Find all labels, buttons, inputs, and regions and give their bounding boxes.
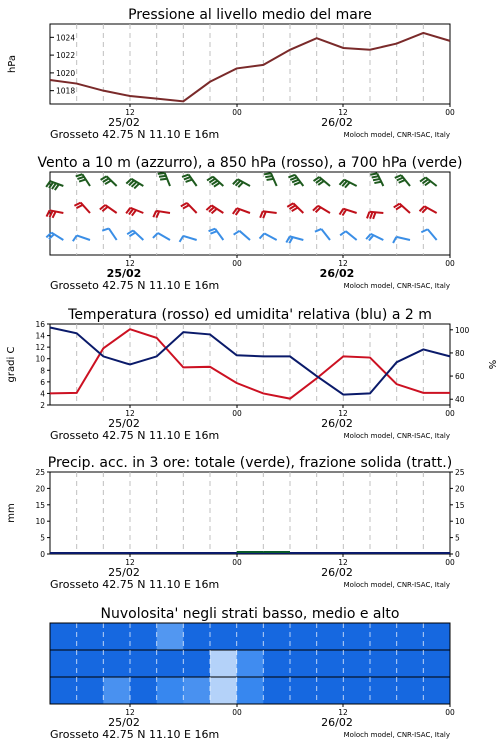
y-tick-label: 1022 bbox=[56, 51, 76, 61]
y-tick-label-right: 40 bbox=[455, 395, 465, 405]
cloud-cell bbox=[290, 650, 317, 678]
wind-barb-700 bbox=[158, 173, 170, 186]
barb-flag bbox=[294, 182, 300, 185]
cloud-cell bbox=[263, 677, 290, 705]
cloud-cell bbox=[397, 650, 424, 678]
cloud-cell bbox=[237, 677, 264, 705]
barb-flag bbox=[234, 231, 240, 235]
panel-title: Vento a 10 m (azzurro), a 850 hPa (rosso), a 700 hPa (verde) bbox=[37, 155, 463, 171]
y-tick-label: 14 bbox=[35, 331, 45, 341]
cloud-cell bbox=[370, 623, 397, 651]
cloud-cell bbox=[50, 623, 77, 651]
wind-barb-700 bbox=[126, 179, 143, 189]
wind-barb-700 bbox=[314, 177, 330, 186]
panel-title: Pressione al livello medio del mare bbox=[128, 7, 372, 23]
panel-title: Nuvolosita' negli strati basso, medio e alto bbox=[100, 606, 400, 622]
barb-flag bbox=[210, 231, 217, 234]
cloud-cell bbox=[343, 677, 370, 705]
barb-shaft bbox=[183, 236, 196, 240]
cloud-cell bbox=[157, 677, 184, 705]
x-tick-label: 00 bbox=[232, 108, 242, 117]
barb-shaft bbox=[346, 231, 357, 240]
wind-barb-850 bbox=[340, 209, 357, 216]
model-credit: Moloch model, CNR-ISAC, Italy bbox=[343, 282, 450, 290]
x-tick-label: 00 bbox=[445, 558, 455, 567]
barb-flag bbox=[186, 180, 193, 182]
cloud-cell bbox=[130, 677, 157, 705]
y-tick-label: 16 bbox=[35, 320, 45, 329]
barb-flag bbox=[373, 179, 380, 180]
barb-flag bbox=[158, 173, 165, 174]
barb-flag bbox=[370, 212, 372, 219]
y-tick-label: 10 bbox=[35, 354, 45, 364]
wind-barb-10m bbox=[234, 231, 250, 240]
x-tick-label: 12 bbox=[338, 259, 348, 268]
date-label: 25/02 bbox=[108, 417, 140, 430]
y-axis-label: hPa bbox=[7, 54, 18, 74]
barb-flag bbox=[184, 177, 191, 179]
model-credit: Moloch model, CNR-ISAC, Italy bbox=[343, 731, 450, 739]
barb-flag bbox=[79, 179, 86, 181]
cloud-cell bbox=[183, 677, 210, 705]
y-tick-label: 1020 bbox=[56, 68, 76, 78]
location-line: Grosseto 42.75 N 11.10 E 16m bbox=[50, 429, 220, 442]
cloud-cell bbox=[77, 650, 104, 678]
barb-flag bbox=[393, 237, 396, 243]
cloud-cell bbox=[423, 677, 450, 705]
x-tick-label: 12 bbox=[338, 108, 348, 117]
wind-barb-850 bbox=[233, 208, 250, 215]
plot-frame bbox=[50, 172, 450, 255]
y-tick-label: 2 bbox=[40, 401, 45, 410]
cloud-cell bbox=[157, 650, 184, 678]
barb-flag bbox=[399, 180, 405, 183]
x-tick-label: 00 bbox=[445, 259, 455, 268]
location-line: Grosseto 42.75 N 11.10 E 16m bbox=[50, 728, 220, 741]
date-label: 25/02 bbox=[106, 267, 142, 280]
plot-frame bbox=[50, 324, 450, 405]
barb-flag bbox=[288, 175, 294, 178]
wind-barb-850 bbox=[47, 210, 64, 217]
barb-flag bbox=[160, 179, 167, 180]
barb-flag bbox=[421, 229, 427, 232]
wind-barb-10m bbox=[366, 234, 383, 241]
barb-flag bbox=[340, 231, 346, 235]
x-tick-label: 00 bbox=[445, 108, 455, 117]
wind-barb-700 bbox=[288, 175, 303, 186]
cloud-cell bbox=[317, 650, 344, 678]
cloud-cell bbox=[210, 623, 237, 651]
barb-flag bbox=[315, 229, 321, 232]
wind-barb-10m bbox=[180, 236, 197, 242]
y-tick-label: 6 bbox=[40, 377, 45, 387]
model-credit: Moloch model, CNR-ISAC, Italy bbox=[343, 131, 450, 139]
cloud-cell bbox=[103, 677, 130, 705]
x-tick-label: 00 bbox=[232, 708, 242, 717]
y-tick-label: 5 bbox=[40, 533, 45, 543]
wind-barb-700 bbox=[207, 177, 223, 187]
model-credit: Moloch model, CNR-ISAC, Italy bbox=[343, 432, 450, 440]
y-tick-label-right: 100 bbox=[455, 325, 470, 335]
wind-barb-850 bbox=[313, 206, 330, 213]
cloud-cell bbox=[157, 623, 184, 651]
barb-shaft bbox=[158, 233, 170, 240]
barb-flag bbox=[290, 177, 296, 180]
x-tick-label: 12 bbox=[125, 259, 135, 268]
y-tick-label-right: 20 bbox=[455, 484, 465, 494]
barb-shaft bbox=[428, 229, 437, 240]
cloud-cell bbox=[77, 623, 104, 651]
y-tick-label: 4 bbox=[40, 389, 45, 399]
date-label: 26/02 bbox=[321, 566, 353, 579]
barb-flag bbox=[265, 176, 272, 177]
cloud-cell bbox=[183, 623, 210, 651]
barb-shaft bbox=[239, 231, 250, 240]
date-label: 25/02 bbox=[108, 716, 140, 729]
cloud-cell bbox=[130, 623, 157, 651]
wind-barb-10m bbox=[102, 228, 116, 240]
wind-barb-700 bbox=[340, 180, 357, 188]
cloud-cell bbox=[423, 623, 450, 651]
barb-flag bbox=[53, 212, 56, 218]
x-tick-label: 12 bbox=[125, 108, 135, 117]
barb-flag bbox=[264, 173, 271, 174]
y-tick-label: 12 bbox=[35, 343, 45, 353]
barb-flag bbox=[374, 182, 381, 183]
wind-barb-700 bbox=[370, 173, 383, 186]
cloud-cell bbox=[103, 623, 130, 651]
y-tick-label-right: 25 bbox=[455, 468, 465, 477]
cloud-panel bbox=[50, 606, 455, 741]
date-label: 26/02 bbox=[321, 116, 353, 129]
wind-barb-850 bbox=[420, 206, 437, 213]
x-tick-label: 12 bbox=[338, 409, 348, 418]
cloud-cell bbox=[317, 623, 344, 651]
y-axis-label: gradi C bbox=[6, 346, 17, 383]
y-tick-label-right: 15 bbox=[455, 500, 465, 510]
y-axis-label: mm bbox=[6, 503, 17, 523]
plot-frame bbox=[50, 472, 450, 554]
barb-shaft bbox=[77, 235, 90, 240]
precip-bar bbox=[237, 551, 264, 553]
wind-barb-850 bbox=[206, 205, 223, 213]
barb-flag bbox=[159, 176, 166, 177]
cloud-cell bbox=[370, 650, 397, 678]
temperature-line bbox=[50, 329, 450, 398]
pressure-panel bbox=[7, 7, 455, 141]
wind-panel bbox=[37, 155, 462, 292]
wind-barb-700 bbox=[264, 173, 277, 186]
x-tick-label: 00 bbox=[445, 708, 455, 717]
location-line: Grosseto 42.75 N 11.10 E 16m bbox=[50, 279, 220, 292]
x-tick-label: 12 bbox=[125, 409, 135, 418]
barb-flag bbox=[260, 211, 263, 217]
wind-barb-850 bbox=[100, 205, 117, 213]
wind-barb-10m bbox=[46, 233, 63, 240]
barb-flag bbox=[372, 176, 379, 177]
barb-flag bbox=[395, 175, 401, 178]
wind-barb-10m bbox=[209, 229, 224, 240]
date-label: 25/02 bbox=[108, 116, 140, 129]
wind-barb-700 bbox=[46, 181, 63, 190]
cloud-cell bbox=[263, 623, 290, 651]
x-tick-label: 12 bbox=[338, 708, 348, 717]
y-tick-label-right: 80 bbox=[455, 348, 465, 358]
cloud-cell bbox=[343, 623, 370, 651]
cloud-cell bbox=[183, 650, 210, 678]
wind-barb-10m bbox=[393, 237, 410, 243]
y-tick-label: 25 bbox=[35, 468, 45, 477]
y-tick-label-right: 5 bbox=[455, 533, 460, 543]
barb-flag bbox=[292, 180, 298, 183]
y-tick-label: 20 bbox=[35, 484, 45, 494]
precip-bar bbox=[263, 551, 290, 553]
location-line: Grosseto 42.75 N 11.10 E 16m bbox=[50, 128, 220, 141]
panel-title: Precip. acc. in 3 ore: totale (verde), frazione solida (tratt.) bbox=[47, 455, 453, 471]
cloud-cell bbox=[130, 650, 157, 678]
date-label: 26/02 bbox=[321, 716, 353, 729]
cloud-cell bbox=[317, 677, 344, 705]
wind-barb-10m bbox=[73, 235, 90, 241]
cloud-cell bbox=[210, 677, 237, 705]
y-tick-label-right: 10 bbox=[455, 517, 465, 527]
cloud-cell bbox=[210, 650, 237, 678]
barb-shaft bbox=[264, 233, 276, 240]
y-tick-label: 15 bbox=[35, 500, 45, 510]
y-tick-label: 8 bbox=[40, 366, 45, 376]
x-tick-label: 00 bbox=[232, 259, 242, 268]
barb-flag bbox=[367, 212, 369, 219]
wind-barb-10m bbox=[286, 236, 303, 243]
wind-barb-10m bbox=[340, 231, 357, 240]
y-axis-label-right: % bbox=[486, 359, 497, 370]
y-tick-label: 10 bbox=[35, 517, 45, 527]
location-line: Grosseto 42.75 N 11.10 E 16m bbox=[50, 578, 220, 591]
barb-flag bbox=[370, 173, 377, 174]
precip-panel bbox=[6, 455, 465, 591]
cloud-cell bbox=[50, 650, 77, 678]
cloud-cell bbox=[290, 623, 317, 651]
wind-barb-10m bbox=[153, 233, 170, 240]
barb-flag bbox=[180, 236, 184, 242]
temperature-panel bbox=[6, 307, 497, 442]
wind-barb-700 bbox=[233, 179, 250, 187]
cloud-cell bbox=[397, 677, 424, 705]
wind-barb-700 bbox=[420, 177, 437, 186]
barb-flag bbox=[267, 179, 274, 180]
cloud-cell bbox=[370, 677, 397, 705]
cloud-cell bbox=[290, 677, 317, 705]
cloud-cell bbox=[103, 650, 130, 678]
model-credit: Moloch model, CNR-ISAC, Italy bbox=[343, 581, 450, 589]
cloud-cell bbox=[263, 650, 290, 678]
y-tick-label-right: 60 bbox=[455, 372, 465, 382]
y-tick-label-right: 0 bbox=[455, 550, 460, 559]
x-tick-label: 12 bbox=[125, 708, 135, 717]
cloud-cell bbox=[397, 623, 424, 651]
date-label: 25/02 bbox=[108, 566, 140, 579]
humidity-line bbox=[50, 327, 450, 394]
wind-barb-850 bbox=[153, 211, 170, 218]
x-tick-label: 00 bbox=[232, 409, 242, 418]
barb-flag bbox=[77, 177, 84, 179]
pressure-line bbox=[50, 33, 450, 101]
barb-shaft bbox=[396, 237, 410, 240]
panel-title: Temperatura (rosso) ed umidita' relativa (blu) a 2 m bbox=[68, 307, 432, 323]
wind-barb-850 bbox=[126, 208, 143, 216]
y-tick-label: 1024 bbox=[56, 33, 76, 43]
x-tick-label: 12 bbox=[338, 558, 348, 567]
barb-shaft bbox=[321, 229, 330, 240]
wind-barb-850 bbox=[394, 204, 410, 213]
barb-flag bbox=[397, 178, 403, 181]
wind-barb-700 bbox=[76, 174, 90, 186]
barb-flag bbox=[373, 212, 375, 219]
cloud-cell bbox=[50, 677, 77, 705]
y-tick-label: 1018 bbox=[56, 86, 76, 96]
cloud-cell bbox=[77, 677, 104, 705]
date-label: 26/02 bbox=[319, 267, 355, 280]
barb-flag bbox=[153, 211, 156, 217]
cloud-cell bbox=[237, 650, 264, 678]
x-tick-label: 00 bbox=[232, 558, 242, 567]
barb-shaft bbox=[109, 228, 117, 240]
barb-flag bbox=[47, 210, 50, 216]
wind-barb-700 bbox=[182, 175, 197, 186]
cloud-cell bbox=[423, 650, 450, 678]
wind-barb-850 bbox=[260, 211, 277, 218]
x-tick-label: 00 bbox=[445, 409, 455, 418]
cloud-cell bbox=[343, 650, 370, 678]
wind-barb-850 bbox=[367, 212, 383, 219]
y-tick-label: 0 bbox=[40, 550, 45, 559]
x-tick-label: 12 bbox=[125, 558, 135, 567]
cloud-cell bbox=[237, 623, 264, 651]
date-label: 26/02 bbox=[321, 417, 353, 430]
wind-barb-10m bbox=[260, 233, 277, 240]
wind-barb-10m bbox=[315, 229, 330, 240]
